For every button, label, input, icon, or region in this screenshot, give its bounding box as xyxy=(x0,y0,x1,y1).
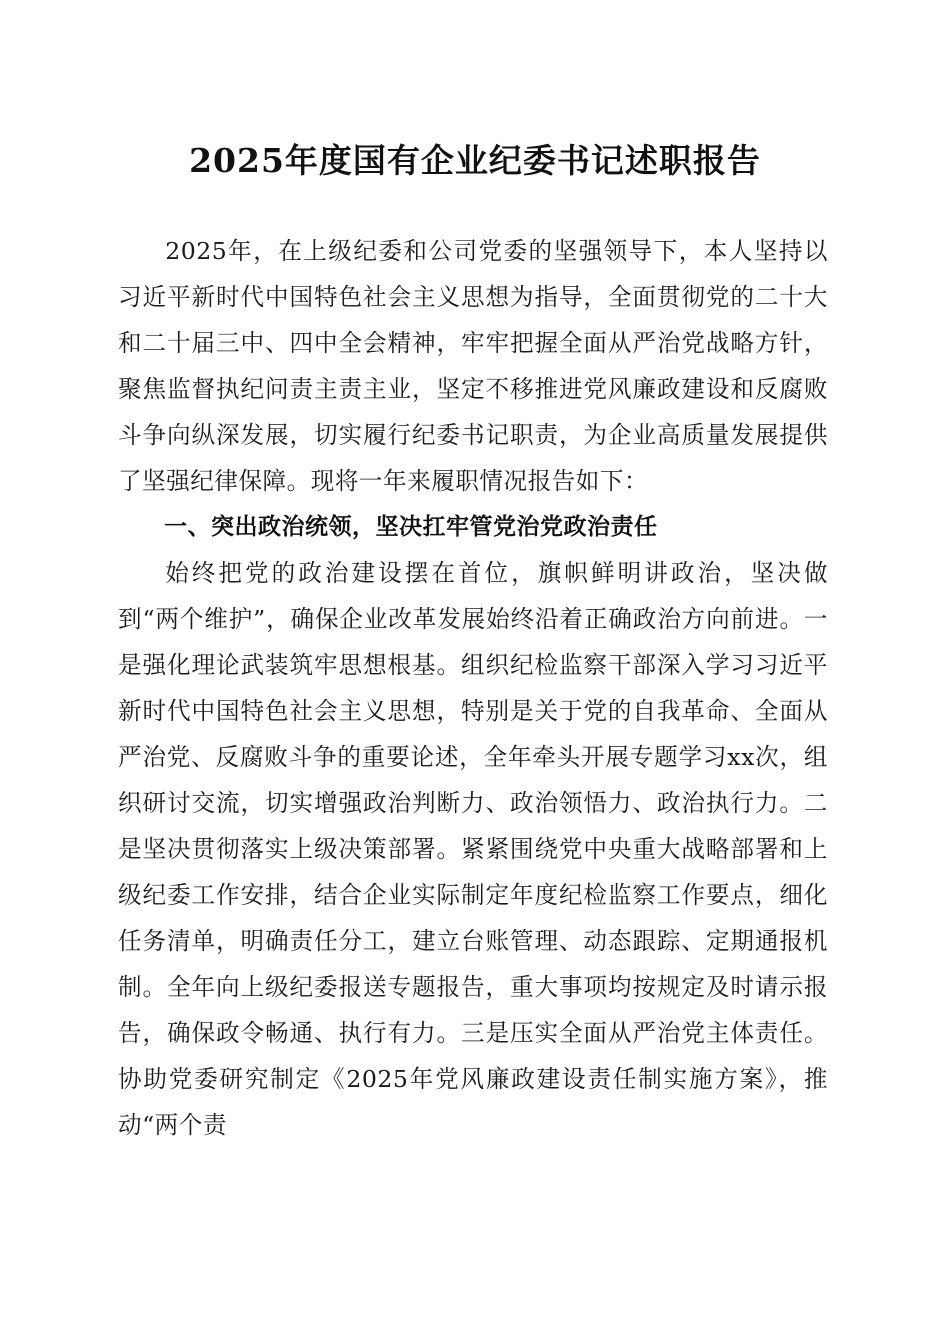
section-paragraph-1: 始终把党的政治建设摆在首位，旗帜鲜明讲政治，坚决做到“两个维护”，确保企业改革发展始终沿着正确政治方向前进。一是强化理论武装筑牢思想根基。组织纪检监察干部深入学习习近平新时代中国特色社会主义思想，特别是关于党的自我革命、全面从严治党、反腐败斗争的重要论述，全年牵头开展专题学习xx次，组织研讨交流，切实增强政治判断力、政治领悟力、政治执行力。二是坚决贯彻落实上级决策部署。紧紧围绕党中央重大战略部署和上级纪委工作安排，结合企业实际制定年度纪检监察工作要点，细化任务清单，明确责任分工，建立台账管理、动态跟踪、定期通报机制。全年向上级纪委报送专题报告，重大事项均按规定及时请示报告，确保政令畅通、执行有力。三是压实全面从严治党主体责任。协助党委研究制定《2025年党风廉政建设责任制实施方案》，推动“两个责 xyxy=(118,559,828,1139)
section-heading-1: 一、突出政治统领，坚决扛牢管党治党政治责任 xyxy=(164,514,658,540)
intro-paragraph: 2025年，在上级纪委和公司党委的坚强领导下，本人坚持以习近平新时代中国特色社会主义思想为指导，全面贯彻党的二十大和二十届三中、四中全会精神，牢牢把握全面从严治党战略方针，聚焦监督执纪问责主责主业，坚定不移推进党风廉政建设和反腐败斗争向纵深发展，切实履行纪委书记职责，为企业高质量发展提供了坚强纪律保障。现将一年来履职情况报告如下： xyxy=(118,237,828,495)
document-title: 2025年度国有企业纪委书记述职报告 xyxy=(189,141,761,180)
document-body xyxy=(118,228,828,1148)
